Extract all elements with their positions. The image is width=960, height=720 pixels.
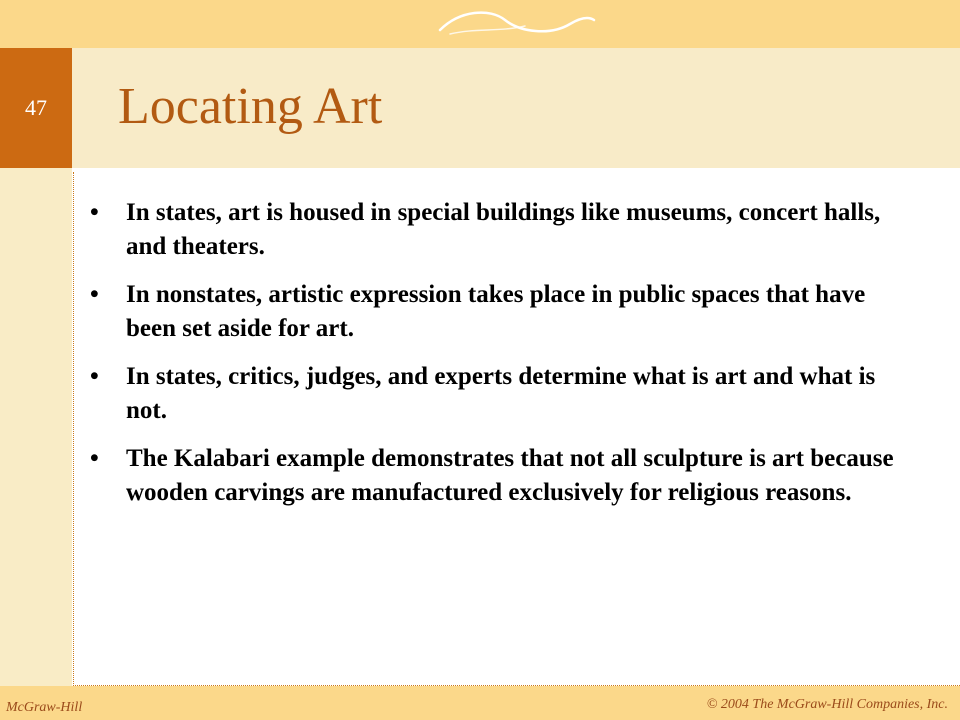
footer-publisher: McGraw-Hill [6,700,83,715]
bullet-item [88,278,918,346]
bullet-item [88,196,918,264]
slide-number: 47 [25,95,47,120]
bullet-item [88,442,918,510]
bullet-text: In states, critics, judges, and experts determine what is art and what is not. [126,363,876,424]
footer-copyright: © 2004 The McGraw-Hill Companies, Inc. [706,697,948,712]
bullet-item [88,360,918,428]
bullet-text: The Kalabari example demonstrates that not all sculpture is art because wooden carvings are manufactured exclusively for religious reasons. [126,445,894,506]
bullet-icon: • [90,281,99,308]
bullet-list [88,196,918,524]
slide-title: Locating Art [118,78,383,135]
bullet-icon: • [90,445,99,472]
swirl-flourish-icon [430,2,600,42]
bullet-text: In states, art is housed in special buildings like museums, concert halls, and theaters. [126,199,881,260]
bullet-icon: • [90,199,99,226]
vertical-divider [73,172,74,686]
bullet-text: In nonstates, artistic expression takes place in public spaces that have been set aside for art. [126,281,866,342]
bullet-icon: • [90,363,99,390]
